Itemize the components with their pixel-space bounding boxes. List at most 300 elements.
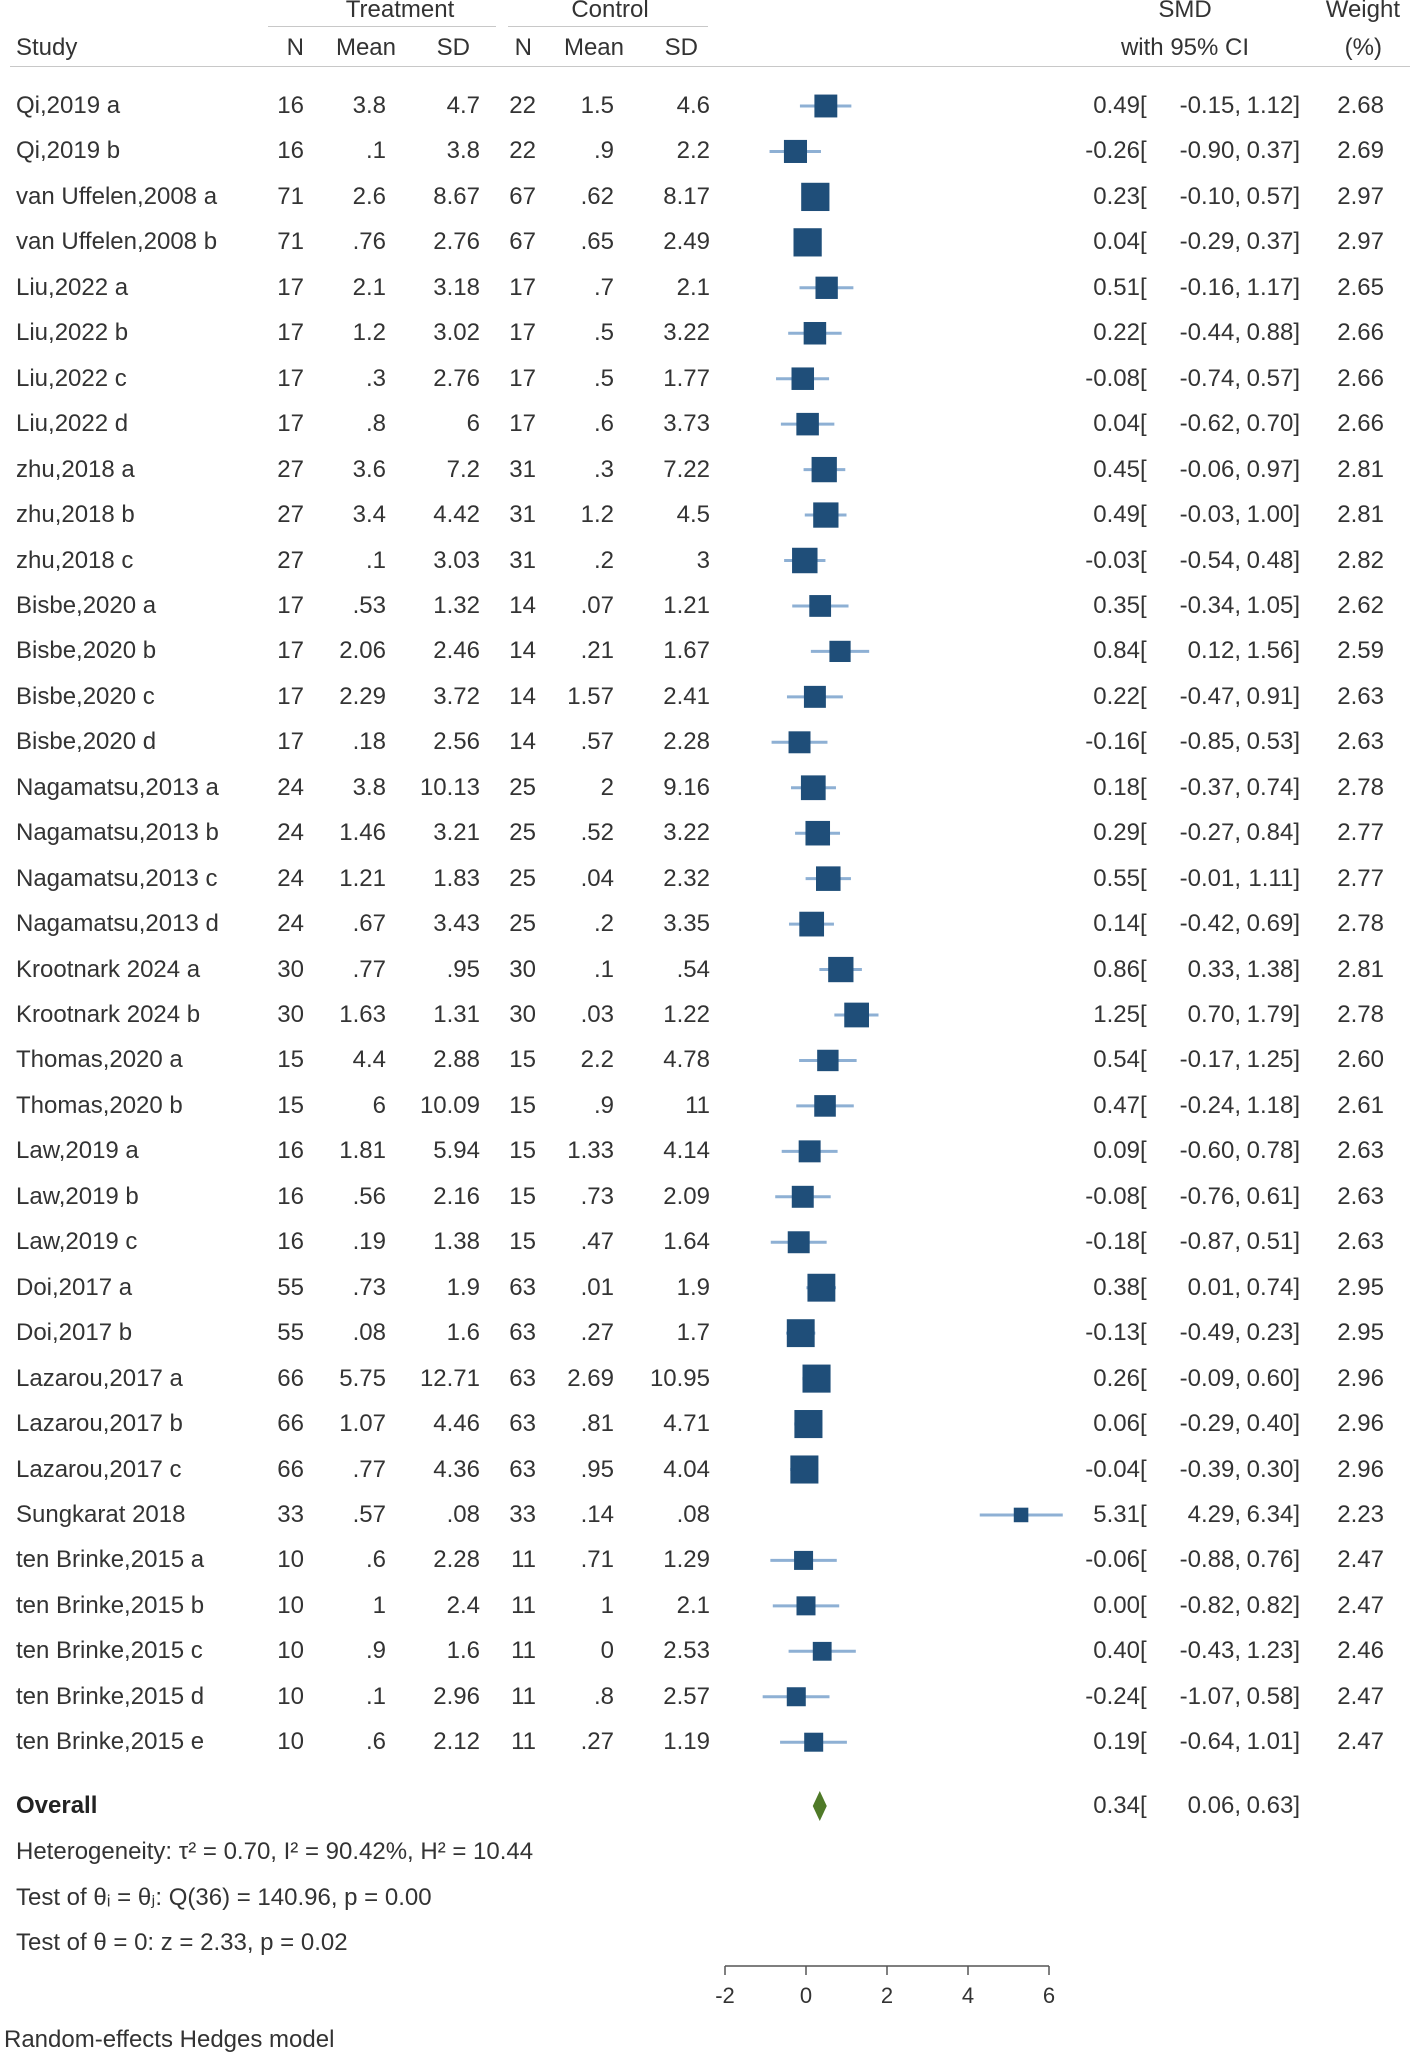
treatment-mean: 1 — [372, 1591, 386, 1619]
ci-upper: 0.74] — [1246, 773, 1300, 801]
study-name: van Uffelen,2008 b — [16, 228, 218, 256]
control-mean: .1 — [593, 955, 614, 983]
effect-marker — [788, 1231, 810, 1253]
control-sd: 2.09 — [663, 1182, 710, 1210]
treatment-n: 27 — [277, 546, 304, 574]
treatment-mean: .76 — [352, 228, 386, 256]
study-name: ten Brinke,2015 b — [16, 1591, 205, 1619]
effect-marker — [814, 1095, 836, 1117]
control-n: 14 — [509, 637, 536, 665]
ci-upper: 1.00] — [1246, 501, 1300, 529]
control-sd: 7.22 — [663, 455, 710, 483]
control-mean: .73 — [580, 1182, 614, 1210]
control-sd: 2.1 — [676, 273, 710, 301]
header-ci: with 95% CI — [1120, 34, 1250, 61]
treatment-n: 24 — [277, 864, 304, 892]
ci-lower: -0.29, — [1179, 1410, 1241, 1438]
weight-value: 2.59 — [1337, 637, 1384, 665]
ci-bracket: [ — [1140, 501, 1147, 529]
control-sd: 1.9 — [676, 1273, 710, 1301]
header-treatment-mean: Mean — [335, 34, 396, 61]
treatment-n: 16 — [277, 1228, 304, 1256]
ci-upper: 0.70] — [1246, 410, 1300, 438]
ci-bracket: [ — [1140, 137, 1147, 165]
effect-marker — [784, 140, 807, 163]
study-name: Lazarou,2017 b — [16, 1410, 183, 1438]
ci-bracket: [ — [1140, 1273, 1147, 1301]
treatment-mean: .1 — [365, 1682, 386, 1710]
treatment-mean: .6 — [365, 1546, 386, 1574]
header-treatment-sd: SD — [436, 34, 470, 61]
treatment-n: 15 — [277, 1091, 304, 1119]
smd-value: -0.06 — [1085, 1546, 1140, 1574]
control-mean: .3 — [593, 455, 614, 483]
header-weight: Weight — [1325, 0, 1400, 23]
control-n: 11 — [511, 1546, 536, 1574]
treatment-mean: .73 — [352, 1273, 386, 1301]
control-mean: 2.69 — [567, 1364, 614, 1392]
ci-bracket: [ — [1140, 1182, 1147, 1210]
control-sd: 4.6 — [676, 92, 710, 119]
ci-upper: 1.18] — [1246, 1091, 1300, 1119]
weight-value: 2.23 — [1337, 1500, 1384, 1528]
control-sd: 9.16 — [663, 773, 710, 801]
treatment-sd: 10.09 — [419, 1091, 480, 1119]
ci-upper: 0.58] — [1246, 1682, 1300, 1710]
control-sd: .54 — [676, 955, 710, 983]
ci-bracket: [ — [1140, 773, 1147, 801]
control-mean: .03 — [580, 1001, 614, 1028]
control-n: 11 — [511, 1591, 536, 1619]
ci-upper: 0.51] — [1246, 1228, 1300, 1256]
smd-value: 0.54 — [1093, 1046, 1140, 1074]
control-sd: 2.57 — [663, 1682, 710, 1710]
ci-upper: 1.25] — [1246, 1046, 1300, 1074]
ci-upper: 1.38] — [1246, 955, 1300, 983]
test-theta-i-text: Test of θᵢ = θⱼ: Q(36) = 140.96, p = 0.00 — [16, 1884, 432, 1911]
treatment-sd: 3.72 — [433, 682, 480, 710]
x-tick-label: -2 — [715, 1983, 735, 2008]
control-sd: 2.49 — [663, 228, 710, 256]
control-n: 33 — [509, 1500, 536, 1528]
effect-marker — [793, 228, 821, 256]
treatment-mean: .1 — [365, 546, 386, 574]
treatment-sd: 2.76 — [433, 364, 480, 392]
smd-value: 0.49 — [1093, 501, 1140, 529]
ci-bracket: [ — [1140, 864, 1147, 892]
smd-value: 0.14 — [1093, 910, 1140, 938]
ci-upper: 0.69] — [1246, 910, 1300, 938]
ci-lower: -0.10, — [1179, 182, 1241, 210]
treatment-n: 16 — [277, 92, 304, 119]
x-tick-label: 6 — [1042, 1983, 1056, 2008]
treatment-sd: 6 — [466, 410, 480, 438]
study-name: Bisbe,2020 d — [16, 728, 157, 756]
treatment-sd: 4.7 — [446, 92, 480, 119]
smd-value: 0.55 — [1093, 864, 1140, 892]
ci-lower: -0.88, — [1179, 1546, 1241, 1574]
smd-value: 0.47 — [1093, 1091, 1140, 1119]
weight-value: 2.47 — [1337, 1546, 1384, 1574]
control-sd: 2.53 — [663, 1637, 710, 1665]
treatment-mean: 2.6 — [352, 182, 386, 210]
ci-lower: -0.76, — [1179, 1182, 1241, 1210]
ci-lower: -0.37, — [1179, 773, 1241, 801]
effect-marker — [794, 1551, 813, 1570]
treatment-sd: 1.6 — [446, 1637, 480, 1665]
ci-lower: 0.70, — [1187, 1001, 1241, 1028]
control-mean: .81 — [580, 1410, 614, 1438]
treatment-n: 33 — [277, 1500, 304, 1528]
effect-marker — [801, 775, 826, 800]
treatment-sd: .08 — [446, 1500, 480, 1528]
control-mean: .6 — [593, 410, 614, 438]
ci-upper: 0.30] — [1246, 1455, 1300, 1483]
ci-lower: -0.42, — [1179, 910, 1241, 938]
study-name: zhu,2018 b — [16, 501, 135, 529]
smd-value: 0.35 — [1093, 591, 1140, 619]
ci-lower: -0.24, — [1179, 1091, 1241, 1119]
ci-lower: 4.29, — [1187, 1500, 1241, 1528]
control-n: 25 — [509, 864, 536, 892]
treatment-n: 10 — [277, 1682, 304, 1710]
smd-value: -0.24 — [1085, 1682, 1140, 1710]
ci-bracket: [ — [1140, 819, 1147, 847]
ci-bracket: [ — [1140, 591, 1147, 619]
treatment-sd: 7.2 — [446, 455, 480, 483]
study-name: ten Brinke,2015 d — [16, 1682, 205, 1710]
weight-value: 2.95 — [1337, 1319, 1384, 1347]
study-name: zhu,2018 a — [16, 455, 135, 483]
treatment-mean: 1.46 — [339, 819, 386, 847]
control-mean: .65 — [580, 228, 614, 256]
control-n: 31 — [509, 546, 536, 574]
ci-lower: -0.82, — [1179, 1591, 1241, 1619]
control-mean: .01 — [580, 1273, 614, 1301]
ci-lower: -0.87, — [1179, 1228, 1241, 1256]
treatment-mean: 5.75 — [339, 1364, 386, 1392]
weight-value: 2.97 — [1337, 182, 1384, 210]
effect-marker — [797, 1596, 816, 1615]
treatment-mean: .8 — [365, 410, 386, 438]
ci-upper: 1.11] — [1248, 864, 1300, 892]
ci-lower: -0.60, — [1179, 1137, 1241, 1165]
weight-value: 2.63 — [1337, 1228, 1384, 1256]
weight-value: 2.69 — [1337, 137, 1384, 165]
treatment-sd: 2.76 — [433, 228, 480, 256]
smd-value: -0.03 — [1085, 546, 1140, 574]
control-n: 25 — [509, 910, 536, 938]
ci-upper: 1.23] — [1246, 1637, 1300, 1665]
ci-upper: 0.97] — [1246, 455, 1300, 483]
study-name: Sungkarat 2018 — [16, 1500, 186, 1528]
weight-value: 2.96 — [1337, 1364, 1384, 1392]
treatment-sd: 3.02 — [433, 319, 480, 347]
study-name: Bisbe,2020 b — [16, 637, 157, 665]
treatment-n: 55 — [277, 1319, 304, 1347]
effect-marker — [792, 1186, 814, 1208]
treatment-n: 16 — [277, 1182, 304, 1210]
weight-value: 2.66 — [1337, 364, 1384, 392]
control-n: 30 — [509, 955, 536, 983]
control-mean: .5 — [593, 364, 614, 392]
smd-value: -0.18 — [1085, 1228, 1140, 1256]
control-sd: 4.14 — [663, 1137, 710, 1165]
smd-value: -0.04 — [1085, 1455, 1140, 1483]
control-mean: .07 — [580, 591, 614, 619]
treatment-mean: .53 — [352, 591, 386, 619]
control-sd: 1.21 — [663, 591, 710, 619]
control-n: 17 — [509, 319, 536, 347]
treatment-mean: .18 — [352, 728, 386, 756]
study-name: Law,2019 a — [16, 1137, 139, 1165]
smd-value: 0.09 — [1093, 1137, 1140, 1165]
treatment-mean: 1.07 — [339, 1410, 386, 1438]
treatment-mean: .67 — [352, 910, 386, 938]
study-name: Nagamatsu,2013 a — [16, 773, 219, 801]
ci-bracket: [ — [1140, 955, 1147, 983]
smd-value: -0.26 — [1085, 137, 1140, 165]
x-tick-label: 2 — [880, 1983, 894, 2008]
weight-value: 2.65 — [1337, 273, 1384, 301]
control-n: 17 — [509, 410, 536, 438]
study-name: Qi,2019 b — [16, 137, 121, 165]
ci-lower: -0.03, — [1179, 501, 1241, 529]
header-control: Control — [571, 0, 649, 23]
ci-bracket: [ — [1140, 1591, 1147, 1619]
weight-value: 2.66 — [1337, 410, 1384, 438]
control-n: 31 — [509, 455, 536, 483]
treatment-n: 66 — [277, 1455, 304, 1483]
treatment-mean: .77 — [352, 955, 386, 983]
ci-upper: 1.56] — [1246, 637, 1300, 665]
ci-bracket: [ — [1140, 910, 1147, 938]
weight-value: 2.63 — [1337, 1182, 1384, 1210]
treatment-n: 17 — [277, 682, 304, 710]
header-control-mean: Mean — [563, 34, 624, 61]
smd-value: 0.51 — [1093, 273, 1140, 301]
treatment-n: 71 — [277, 182, 304, 210]
ci-lower: 0.01, — [1187, 1273, 1241, 1301]
weight-value: 2.81 — [1337, 501, 1384, 529]
ci-lower: -0.09, — [1179, 1364, 1241, 1392]
control-mean: 1.33 — [567, 1137, 614, 1165]
ci-lower: -0.29, — [1179, 228, 1241, 256]
ci-lower: -0.16, — [1179, 273, 1241, 301]
study-name: Law,2019 b — [16, 1182, 139, 1210]
treatment-mean: 4.4 — [352, 1046, 386, 1074]
weight-value: 2.68 — [1337, 92, 1384, 119]
treatment-mean: 1.63 — [339, 1001, 386, 1028]
ci-bracket: [ — [1140, 728, 1147, 756]
ci-bracket: [ — [1140, 182, 1147, 210]
ci-upper: 6.34] — [1246, 1500, 1300, 1528]
ci-bracket: [ — [1140, 228, 1147, 256]
ci-upper: 0.74] — [1246, 1273, 1300, 1301]
control-sd: 3.22 — [663, 819, 710, 847]
control-sd: 2.1 — [676, 1591, 710, 1619]
ci-bracket: [ — [1140, 1410, 1147, 1438]
ci-bracket: [ — [1140, 319, 1147, 347]
treatment-sd: 2.16 — [433, 1182, 480, 1210]
control-sd: 3 — [696, 546, 710, 574]
weight-value: 2.78 — [1337, 910, 1384, 938]
treatment-n: 15 — [277, 1046, 304, 1074]
control-n: 14 — [509, 591, 536, 619]
control-mean: .14 — [580, 1500, 614, 1528]
treatment-n: 16 — [277, 1137, 304, 1165]
ci-bracket: [ — [1140, 682, 1147, 710]
smd-value: -0.16 — [1085, 728, 1140, 756]
effect-marker — [804, 322, 827, 345]
treatment-sd: .95 — [446, 955, 480, 983]
effect-marker — [817, 1050, 838, 1071]
ci-bracket: [ — [1140, 1546, 1147, 1574]
ci-bracket: [ — [1140, 273, 1147, 301]
ci-upper: 1.05] — [1246, 591, 1300, 619]
ci-upper: 0.91] — [1246, 682, 1300, 710]
treatment-mean: 6 — [372, 1091, 386, 1119]
treatment-n: 17 — [277, 319, 304, 347]
ci-upper: 0.82] — [1246, 1591, 1300, 1619]
treatment-sd: 1.6 — [446, 1319, 480, 1347]
study-name: Lazarou,2017 c — [16, 1455, 182, 1483]
study-name: Nagamatsu,2013 c — [16, 864, 218, 892]
ci-lower: -0.85, — [1179, 728, 1241, 756]
control-mean: .47 — [580, 1228, 614, 1256]
control-mean: 0 — [600, 1637, 614, 1665]
weight-value: 2.47 — [1337, 1682, 1384, 1710]
ci-upper: 0.57] — [1246, 182, 1300, 210]
ci-upper: 0.61] — [1246, 1182, 1300, 1210]
effect-marker — [801, 183, 829, 211]
ci-bracket: [ — [1140, 546, 1147, 574]
control-sd: 8.17 — [663, 182, 710, 210]
treatment-sd: 4.36 — [433, 1455, 480, 1483]
control-sd: 1.29 — [663, 1546, 710, 1574]
control-mean: .5 — [593, 319, 614, 347]
treatment-mean: .77 — [352, 1455, 386, 1483]
ci-lower: -0.62, — [1179, 410, 1241, 438]
study-name: zhu,2018 c — [16, 546, 134, 574]
treatment-sd: 3.8 — [446, 137, 480, 165]
overall-ci-upper: 0.63] — [1246, 1792, 1300, 1819]
treatment-n: 55 — [277, 1273, 304, 1301]
treatment-n: 27 — [277, 455, 304, 483]
ci-bracket: [ — [1140, 1728, 1147, 1756]
control-n: 22 — [509, 92, 536, 119]
ci-upper: 0.78] — [1246, 1137, 1300, 1165]
treatment-mean: 3.8 — [352, 92, 386, 119]
control-sd: 4.5 — [676, 501, 710, 529]
control-sd: 4.78 — [663, 1046, 710, 1074]
weight-value: 2.63 — [1337, 1137, 1384, 1165]
ci-bracket: [ — [1140, 1001, 1147, 1028]
ci-lower: -0.54, — [1179, 546, 1241, 574]
ci-lower: -0.01, — [1179, 864, 1241, 892]
control-mean: .2 — [593, 546, 614, 574]
control-mean: .2 — [593, 910, 614, 938]
smd-value: -0.08 — [1085, 364, 1140, 392]
control-n: 63 — [509, 1319, 536, 1347]
ci-lower: -0.90, — [1179, 137, 1241, 165]
ci-bracket: [ — [1140, 1137, 1147, 1165]
ci-lower: -0.15, — [1179, 92, 1241, 119]
control-n: 63 — [509, 1273, 536, 1301]
ci-bracket: [ — [1140, 1455, 1147, 1483]
weight-value: 2.60 — [1337, 1046, 1384, 1074]
control-n: 11 — [511, 1728, 536, 1756]
ci-lower: -0.47, — [1179, 682, 1241, 710]
control-mean: .62 — [580, 182, 614, 210]
weight-value: 2.63 — [1337, 682, 1384, 710]
treatment-n: 66 — [277, 1410, 304, 1438]
effect-marker — [787, 1319, 815, 1347]
weight-value: 2.81 — [1337, 955, 1384, 983]
control-n: 17 — [509, 364, 536, 392]
smd-value: 0.04 — [1093, 410, 1140, 438]
study-name: Bisbe,2020 c — [16, 682, 155, 710]
study-name: Thomas,2020 b — [16, 1091, 183, 1119]
treatment-mean: .1 — [365, 137, 386, 165]
control-sd: 4.71 — [663, 1410, 710, 1438]
treatment-n: 17 — [277, 364, 304, 392]
treatment-mean: .08 — [352, 1319, 386, 1347]
study-name: ten Brinke,2015 e — [16, 1728, 205, 1756]
control-sd: 3.73 — [663, 410, 710, 438]
treatment-mean: 3.8 — [352, 773, 386, 801]
study-name: ten Brinke,2015 c — [16, 1637, 203, 1665]
ci-lower: -0.39, — [1179, 1455, 1241, 1483]
treatment-sd: 1.32 — [433, 591, 480, 619]
weight-value: 2.66 — [1337, 319, 1384, 347]
control-n: 25 — [509, 773, 536, 801]
control-mean: .52 — [580, 819, 614, 847]
control-sd: 2.32 — [663, 864, 710, 892]
control-mean: .21 — [580, 637, 614, 665]
ci-bracket: [ — [1140, 1500, 1147, 1528]
x-tick-label: 0 — [799, 1983, 813, 2008]
treatment-n: 17 — [277, 637, 304, 665]
study-name: Thomas,2020 a — [16, 1046, 183, 1074]
effect-marker — [799, 912, 824, 937]
control-n: 11 — [511, 1682, 536, 1710]
ci-lower: -0.34, — [1179, 591, 1241, 619]
effect-marker — [809, 595, 831, 617]
weight-value: 2.78 — [1337, 1001, 1384, 1028]
control-n: 15 — [509, 1228, 536, 1256]
header-treatment-n: N — [286, 34, 304, 61]
treatment-n: 16 — [277, 137, 304, 165]
treatment-mean: 2.1 — [352, 273, 386, 301]
treatment-mean: 2.06 — [339, 637, 386, 665]
ci-upper: 0.53] — [1246, 728, 1300, 756]
treatment-n: 17 — [277, 728, 304, 756]
overall-smd-value: 0.34 — [1093, 1792, 1140, 1819]
ci-bracket: [ — [1140, 1091, 1147, 1119]
weight-value: 2.78 — [1337, 773, 1384, 801]
control-n: 31 — [509, 501, 536, 529]
control-sd: 11 — [685, 1091, 710, 1119]
control-n: 25 — [509, 819, 536, 847]
ci-bracket: [ — [1140, 410, 1147, 438]
effect-marker — [804, 686, 826, 708]
treatment-mean: .6 — [365, 1728, 386, 1756]
effect-marker — [796, 413, 819, 436]
smd-value: 0.22 — [1093, 682, 1140, 710]
effect-marker — [790, 1455, 818, 1483]
ci-bracket: [ — [1140, 455, 1147, 483]
